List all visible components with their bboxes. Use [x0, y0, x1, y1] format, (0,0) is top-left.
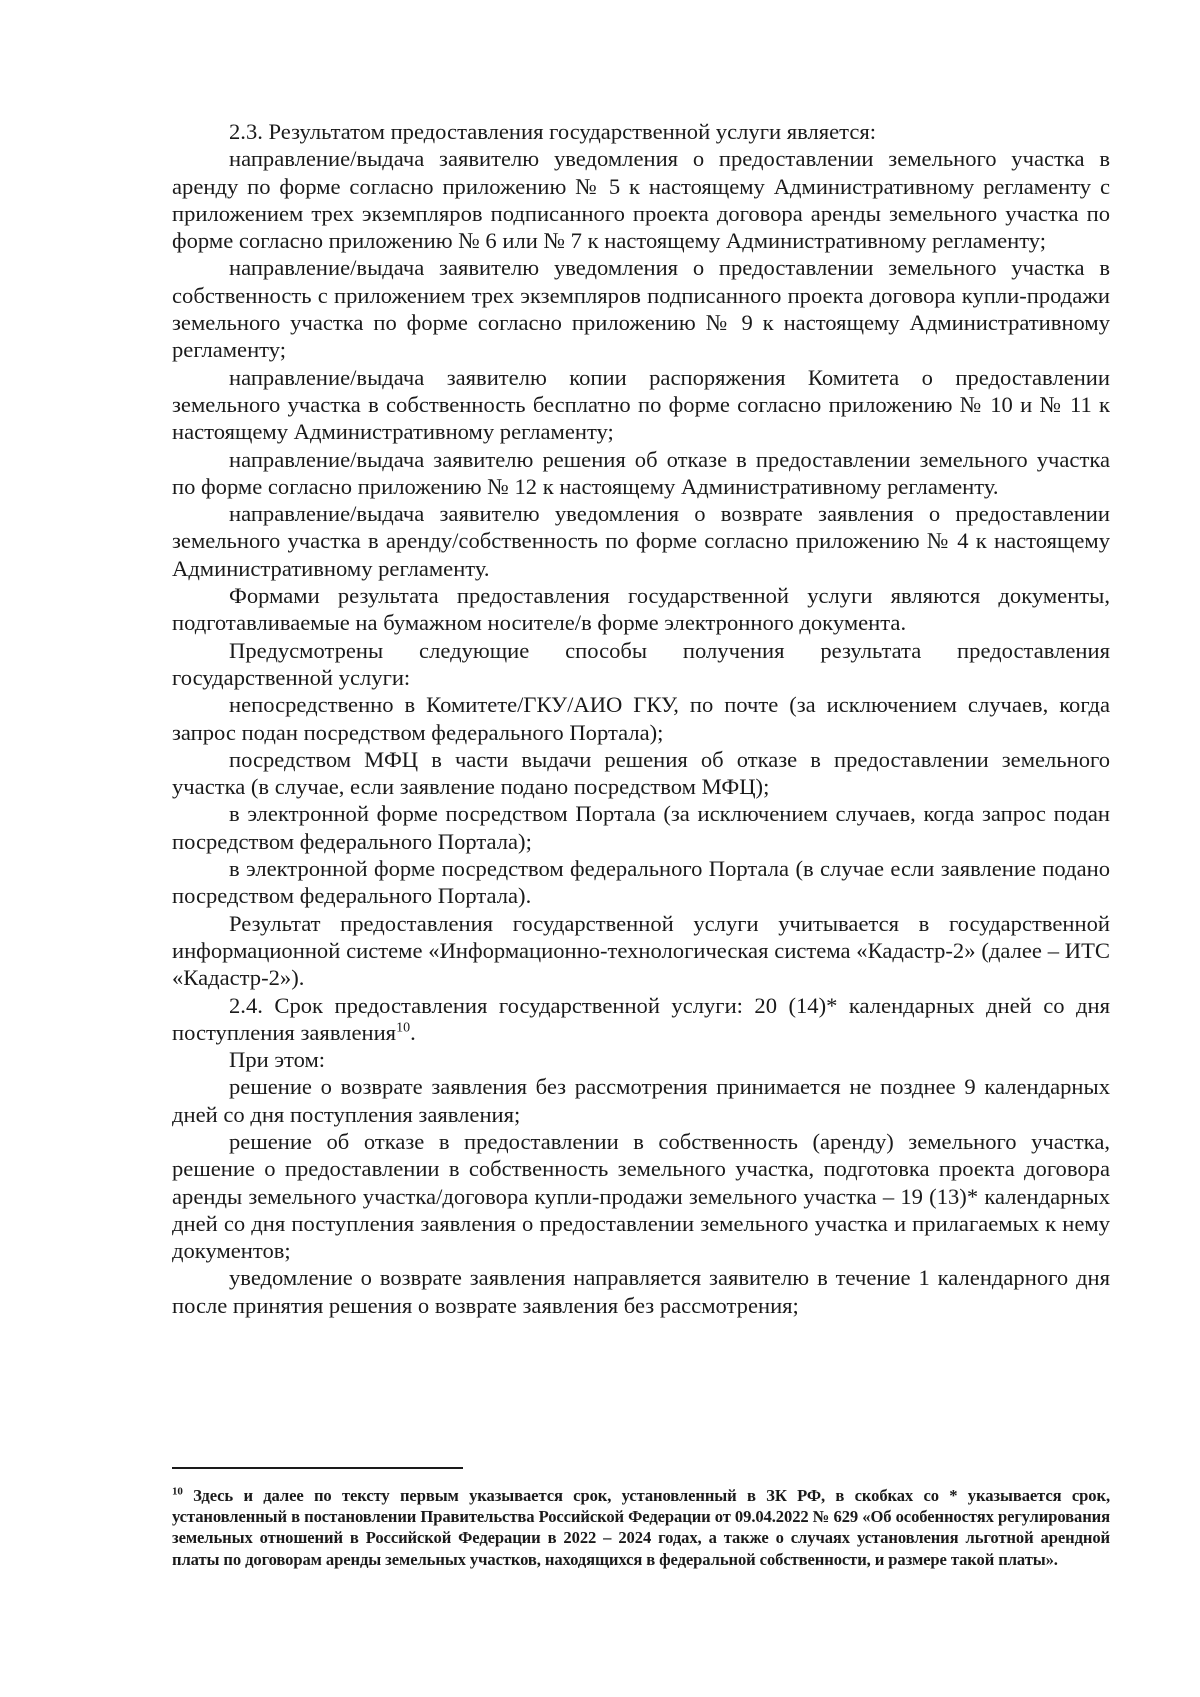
service-term-end: .	[410, 1019, 416, 1045]
paragraph-delivery-direct: непосредственно в Комитете/ГКУ/АИО ГКУ, по почте (за исключением случаев, когда запрос подан посредством федерального Портала);	[172, 692, 1110, 745]
paragraph-lease-notice: направление/выдача заявителю уведомления о предоставлении земельного участка в аренду по форме согласно приложению № 5 к настоящему Административному регламенту с приложением трех экземпляров подписанного проекта договора аренды земельного участка по форме согласно приложению № 6 или № 7 к настоящему Административному регламенту;	[172, 146, 1110, 254]
paragraph-refusal-decision-term: решение об отказе в предоставлении в собственность (аренду) земельного участка, решение о предоставлении в собственность земельного участка, подготовка проекта договора аренды земельного участка/договора купли-продажи земельного участка – 19 (13)* календарных дней со дня поступления заявления о предоставлении земельного участка и прилагаемых к нему документов;	[172, 1128, 1110, 1264]
paragraph-return-notice-term: уведомление о возврате заявления направляется заявителю в течение 1 календарного дня после принятия решения о возврате заявления без рассмотрения;	[172, 1265, 1110, 1318]
paragraph-delivery-portal: в электронной форме посредством Портала (за исключением случаев, когда запрос подан посредством федерального Портала);	[172, 801, 1110, 854]
footnote	[172, 1485, 1110, 1570]
footnote-mark: 10	[172, 1485, 183, 1498]
paragraph-return-notice: направление/выдача заявителю уведомления о возврате заявления о предоставлении земельного участка в аренду/собственность по форме согласно приложению № 4 к настоящему Административному регламенту.	[172, 501, 1110, 581]
paragraph-result-forms: Формами результата предоставления государственной услуги являются документы, подготавливаемые на бумажном носителе/в форме электронного документа.	[172, 583, 1110, 636]
paragraph-delivery-mfc: посредством МФЦ в части выдачи решения об отказе в предоставлении земельного участка (в случае, если заявление подано посредством МФЦ);	[172, 746, 1110, 800]
paragraph-delivery-federal-portal: в электронной форме посредством федерального Портала (в случае если заявление подано посредством федерального Портала).	[172, 856, 1110, 909]
paragraph-meanwhile: При этом:	[229, 1047, 326, 1073]
document-body	[172, 118, 1110, 1319]
footnote-separator	[172, 1467, 463, 1469]
paragraph-return-decision-term: решение о возврате заявления без рассмотрения принимается не позднее 9 календарных дней со дня поступления заявления;	[172, 1074, 1110, 1127]
paragraph-free-ownership-copy: направление/выдача заявителю копии распоряжения Комитета о предоставлении земельного участка в собственность бесплатно по форме согласно приложению № 10 и № 11 к настоящему Административному регламенту;	[172, 364, 1110, 445]
paragraph-delivery-methods: Предусмотрены следующие способы получения результата предоставления государственной услуги:	[172, 637, 1110, 690]
paragraph-refusal-decision: направление/выдача заявителю решения об отказе в предоставлении земельного участка по форме согласно приложению № 12 к настоящему Административному регламенту.	[172, 446, 1110, 499]
paragraph-result-heading: 2.3. Результатом предоставления государственной услуги является:	[229, 119, 877, 144]
paragraph-its-kadastr: Результат предоставления государственной услуги учитывается в государственной информационной системе «Информационно-технологическая система «Кадастр-2» (далее – ИТС «Кадастр-2»).	[172, 910, 1110, 991]
service-term-text: 2.4. Срок предоставления государственной услуги: 20 (14)* календарных дней со дня поступления заявления	[172, 992, 1110, 1045]
footnote-reference: 10	[396, 1020, 411, 1036]
paragraph-service-term	[172, 992, 1110, 1047]
paragraph-ownership-notice: направление/выдача заявителю уведомления о предоставлении земельного участка в собственность с приложением трех экземпляров подписанного проекта договора купли-продажи земельного участка по форме согласно приложению № 9 к настоящему Административному регламенту;	[172, 255, 1110, 363]
footnote-text: Здесь и далее по тексту первым указывается срок, установленный в ЗК РФ, в скобках со * указывается срок, установленный в постановлении Правительства Российской Федерации от 09.04.2022 № 629 «Об особенностях регулирования земельных отношений в Российской Федерации в 2022 – 2024 годах, а также о случаях установления льготной арендной платы по договорам аренды земельных участков, находящихся в федеральной собственности, и размере такой платы».	[172, 1486, 1110, 1569]
